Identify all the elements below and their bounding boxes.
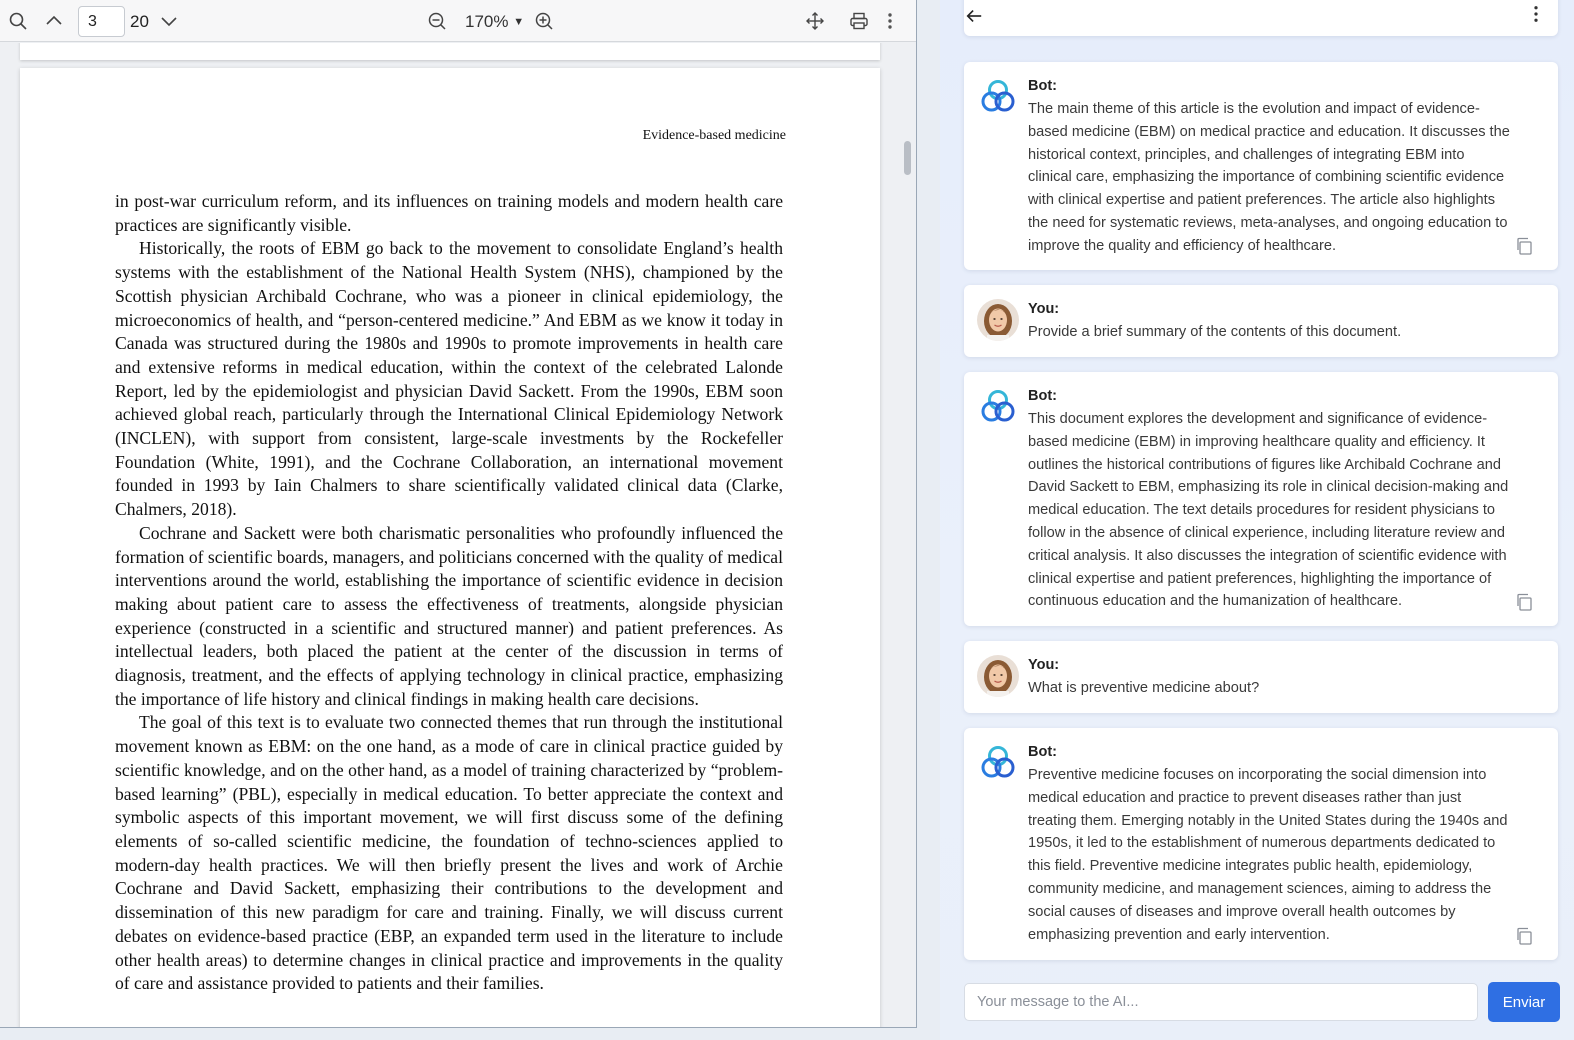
previous-page — [20, 43, 880, 60]
bot-logo-icon — [977, 742, 1019, 784]
scrollbar-track[interactable] — [901, 43, 913, 1028]
message-sender: Bot: — [1028, 744, 1057, 760]
message-input[interactable] — [965, 984, 1477, 1020]
user-avatar — [977, 299, 1019, 341]
zoom-select[interactable] — [465, 12, 524, 32]
send-button[interactable]: Enviar — [1488, 982, 1560, 1022]
print-icon[interactable] — [846, 8, 872, 34]
copy-icon[interactable] — [1514, 926, 1534, 946]
user-avatar — [977, 655, 1019, 697]
search-icon[interactable] — [5, 8, 31, 34]
zoom-in-icon[interactable] — [531, 8, 557, 34]
chat-panel — [940, 0, 1574, 1040]
bot-message — [964, 372, 1558, 626]
zoom-level-value: 170% — [465, 12, 509, 31]
paragraph: The goal of this text is to evaluate two connected themes that run through the institutional movement known as EBM: on the one hand, as a mode of care in clinical practice guided by scientific knowledge, and on the other hand, as a model of training characterized by “problem-based learning” (PBL), especially in medical education. To better appreciate the context and symbolic aspects of this important movement, we will first discuss some of the defining elements of so-called scientific medicine, the foundation of techno-sciences applied to modern-day health practices. We will then briefly present the lives and work of Archie Cochrane and David Sackett, emphasizing their contributions to the development and dissemination of this new paradigm for care and training. Finally, we will discuss current debates on evidence-based practice (EBP, an expanded term used in the literature to include other health areas) to determine changes in clinical practice and improvements in the quality of care and assistance provided to patients and their families. — [115, 712, 783, 994]
user-message — [964, 285, 1558, 357]
message-input-wrapper — [964, 983, 1478, 1021]
message-text: Provide a brief summary of the contents of this document. — [1028, 324, 1402, 340]
chat-header — [940, 0, 1574, 38]
back-arrow-icon[interactable] — [962, 4, 986, 28]
message-sender: Bot: — [1028, 388, 1057, 404]
running-head: Evidence-based medicine — [642, 128, 786, 143]
chat-messages — [940, 0, 1574, 970]
copy-icon[interactable] — [1514, 592, 1534, 612]
bot-logo-icon — [977, 76, 1019, 118]
message-sender: You: — [1028, 301, 1060, 317]
paragraph: Cochrane and Sackett were both charismatic personalities who profoundly influenced the formation of scientific boards, managers, and politicians concerned with the quality of medical interventions around the world, establishing the importance of scientific evidence in decision making about patient care to assess the effectiveness of treatments, alongside physician experience (constructed in a scientific and structured manner) and patient preferences. As intellectual leaders, both placed the patient at the center of the discussion in terms of diagnosis, treatment, and the effects of applying technology in clinical practice, emphasizing the importance of life history and clinical findings in making health care decisions. — [115, 522, 783, 709]
page-body — [115, 190, 783, 996]
message-text: What is preventive medicine about? — [1028, 680, 1260, 696]
message-sender: You: — [1028, 657, 1060, 673]
zoom-out-icon[interactable] — [424, 8, 450, 34]
scrollbar-thumb[interactable] — [904, 141, 911, 175]
kebab-menu-icon[interactable] — [1526, 2, 1546, 26]
document-page — [20, 68, 880, 1028]
next-page-icon[interactable] — [156, 8, 182, 34]
message-text: The main theme of this article is the evolution and impact of evidence-based medicine (EBM) on medical practice and education. It discusses the historical context, principles, and challenges of integrating EBM into clinical care, emphasizing the importance of combining scientific evidence with clinical expertise and patient preferences. The article also highlights the need for systematic reviews, meta-analyses, and ongoing education to improve the quality and efficiency of healthcare. — [1028, 101, 1510, 254]
page-number-input[interactable] — [78, 6, 125, 37]
previous-page-icon[interactable] — [41, 8, 67, 34]
document-area — [0, 43, 917, 1028]
paragraph: Historically, the roots of EBM go back to the movement to consolidate England’s health systems with the establishment of the National Health System (NHS), championed by the Scottish physician Archibald Cochrane, who was a pioneer in clinical epidemiology, the microeconomics of health, and “person-centered medicine.” And EBM as we know it today in Canada was structured during the 1980s and 1990s to promote improvements in health care and extensive reforms in medical education, within the context of the celebrated Lalonde Report, led by the epidemiologist and physician David Sackett. From the 1990s, EBM soon achieved global reach, particularly through the International Clinical Epidemiology Network (INCLEN), with support from consistent, large-scale investments by the Rockefeller Foundation (White, 1991), and the Cochrane Collaboration, an international movement founded in 1993 by Iain Chalmers to share scientifically validated clinical data (Clarke, Chalmers, 2018). — [115, 238, 783, 520]
message-text: Preventive medicine focuses on incorporating the social dimension into medical education and practice to prevent diseases rather than just treating them. Emerging notably in the United States during the 1940s and 1950s, it led to the establishment of numerous departments dedicated to this field. Preventive medicine integrates public health, epidemiology, community medicine, and management sciences, aiming to address the social causes of diseases and improve overall health outcomes by emphasizing prevention and early intervention. — [1028, 767, 1508, 943]
pan-move-icon[interactable] — [802, 8, 828, 34]
paragraph: in post-war curriculum reform, and its influences on training models and modern health care practices are significantly visible. — [115, 191, 783, 235]
page-total: 20 — [130, 12, 149, 31]
message-sender: Bot: — [1028, 78, 1057, 94]
bot-message — [964, 62, 1558, 270]
message-text: This document explores the development and significance of evidence-based medicine (EBM) in improving healthcare quality and efficiency. It outlines the historical contributions of figures like Archibald Cochrane and David Sackett to EBM, emphasizing its role in clinical decision-making and medical education. The text details procedures for resident physicians to follow in the absence of clinical experience, including literature review and critical analysis. It also discusses the integration of scientific evidence with clinical expertise and patient preferences, highlighting the importance of continuous education and the humanization of healthcare. — [1028, 411, 1509, 610]
dropdown-caret-icon: ▼ — [513, 16, 525, 28]
bot-logo-icon — [977, 386, 1019, 428]
pdf-toolbar — [0, 0, 917, 42]
more-options-icon[interactable] — [882, 8, 898, 34]
bot-message — [964, 728, 1558, 960]
user-message — [964, 641, 1558, 713]
copy-icon[interactable] — [1514, 236, 1534, 256]
